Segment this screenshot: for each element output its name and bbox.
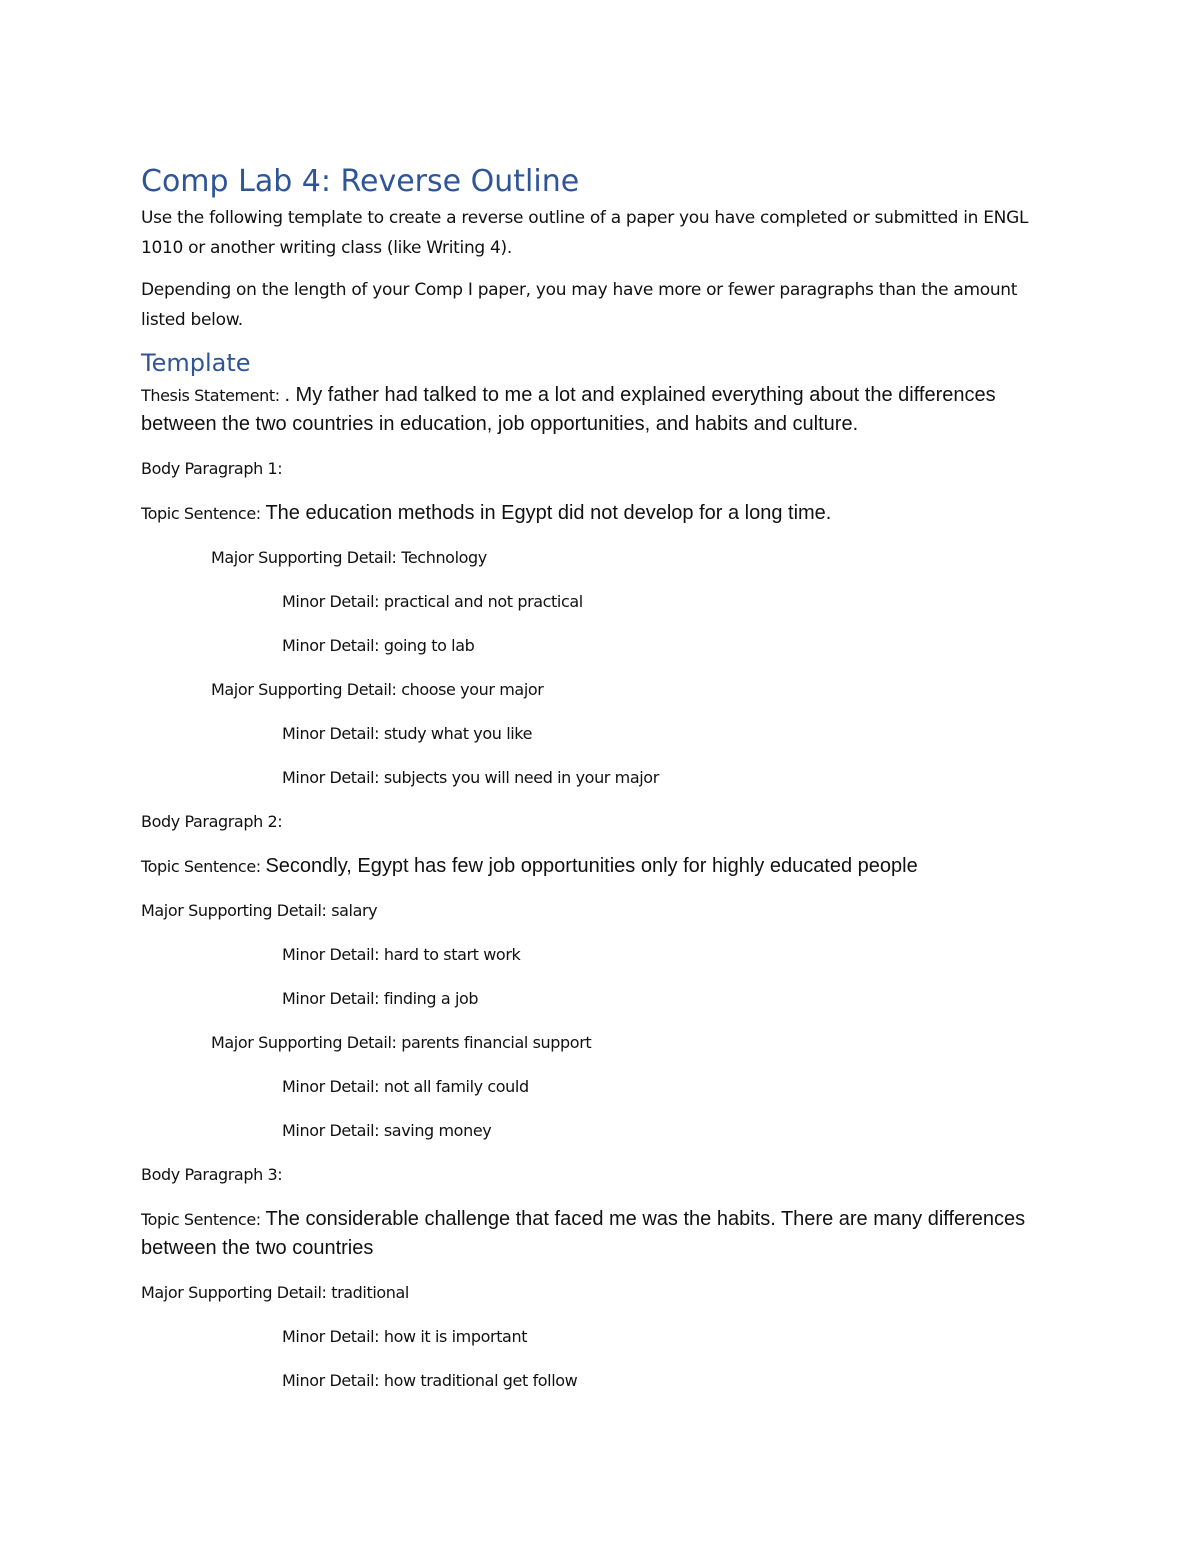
body-2-major-1-minor-2 [141,985,1041,1013]
body-2-topic-sentence [141,852,1041,881]
body-1-major-2-minor-1 [141,720,1041,748]
major-label: Major Supporting Detail: [211,1033,402,1052]
page-title: Comp Lab 4: Reverse Outline [141,164,580,199]
minor-text: how traditional get follow [383,1371,578,1390]
minor-text: practical and not practical [383,592,583,611]
minor-label: Minor Detail: [282,1077,384,1096]
intro-paragraph-1: Use the following template to create a reverse outline of a paper you have completed or submitted in ENGL 1010 or another writing class (like Writing 4). [141,208,1029,258]
minor-label: Minor Detail: [282,1121,384,1140]
thesis-label: Thesis Statement: [141,386,285,405]
minor-text: going to lab [383,636,475,655]
body-2-major-2-minor-2 [141,1117,1041,1145]
major-text: traditional [331,1283,409,1302]
topic-text: The education methods in Egypt did not develop for a long time. [265,502,832,524]
major-label: Major Supporting Detail: [211,548,402,567]
intro-paragraph-2: Depending on the length of your Comp I paper, you may have more or fewer paragraphs than the amount listed below. [141,280,1018,330]
major-label: Major Supporting Detail: [141,901,332,920]
topic-label: Topic Sentence: [141,504,266,523]
minor-label: Minor Detail: [282,636,384,655]
body-paragraph-3-heading: Body Paragraph 3: [141,1165,283,1184]
minor-label: Minor Detail: [282,1371,384,1390]
body-3-major-1-minor-2 [141,1367,1041,1395]
body-2-major-1 [141,897,1041,925]
minor-label: Minor Detail: [282,592,384,611]
major-label: Major Supporting Detail: [211,680,402,699]
minor-text: study what you like [383,724,533,743]
body-paragraph-1-heading: Body Paragraph 1: [141,459,283,478]
minor-label: Minor Detail: [282,945,384,964]
minor-text: hard to start work [383,945,521,964]
minor-label: Minor Detail: [282,724,384,743]
minor-text: finding a job [383,989,479,1008]
major-text: Technology [401,548,487,567]
topic-label: Topic Sentence: [141,857,266,876]
body-1-major-1 [141,544,1041,572]
body-2-major-2-minor-1 [141,1073,1041,1101]
major-text: salary [331,901,378,920]
body-1-major-1-minor-2 [141,632,1041,660]
body-3-major-1-minor-1 [141,1323,1041,1351]
body-paragraph-2-heading: Body Paragraph 2: [141,812,283,831]
body-3-topic-sentence [141,1205,1041,1263]
body-1-major-1-minor-1 [141,588,1041,616]
thesis-text: . My father had talked to me a lot and explained everything about the differences between the two countries in education, job opportunities, and habits and culture. [141,384,996,435]
minor-label: Minor Detail: [282,1327,384,1346]
thesis-statement [141,381,1041,439]
minor-text: subjects you will need in your major [383,768,659,787]
topic-label: Topic Sentence: [141,1210,266,1229]
topic-text: The considerable challenge that faced me was the habits. There are many differences between the two countries [141,1208,1026,1259]
document-body [141,162,1041,1395]
topic-text: Secondly, Egypt has few job opportunities only for highly educated people [265,855,918,877]
body-1-major-2 [141,676,1041,704]
minor-label: Minor Detail: [282,989,384,1008]
minor-text: saving money [383,1121,492,1140]
minor-text: not all family could [383,1077,529,1096]
major-text: choose your major [401,680,544,699]
major-text: parents financial support [401,1033,592,1052]
body-1-topic-sentence [141,499,1041,528]
major-label: Major Supporting Detail: [141,1283,332,1302]
body-2-major-1-minor-1 [141,941,1041,969]
body-3-major-1 [141,1279,1041,1307]
body-2-major-2 [141,1029,1041,1057]
body-1-major-2-minor-2 [141,764,1041,792]
minor-text: how it is important [383,1327,528,1346]
template-heading: Template [141,349,251,377]
minor-label: Minor Detail: [282,768,384,787]
